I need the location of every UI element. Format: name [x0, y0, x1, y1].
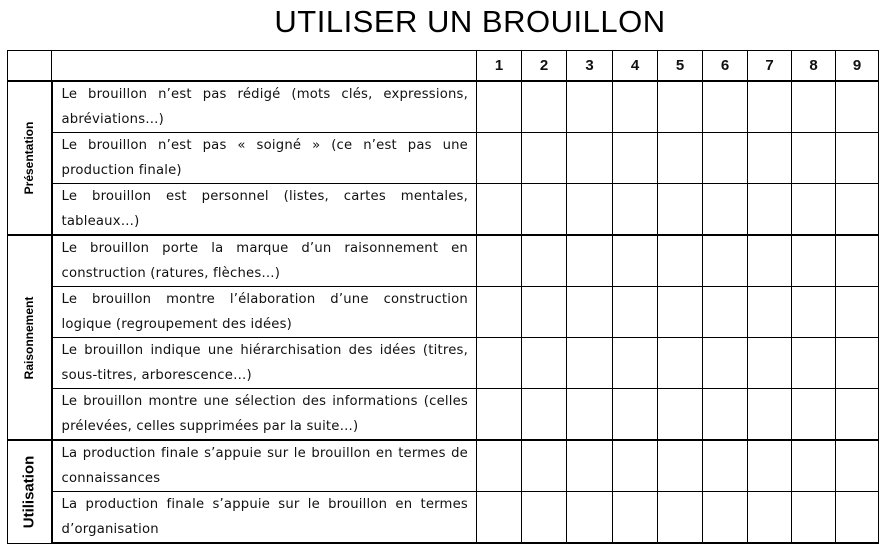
score-cell[interactable]: [792, 492, 836, 544]
score-cell[interactable]: [658, 235, 703, 287]
score-cell[interactable]: [522, 492, 567, 544]
score-cell[interactable]: [703, 133, 748, 184]
score-cell[interactable]: [567, 389, 613, 441]
criterion-text: Le brouillon indique une hiérarchisation des idées (titres, sous-titres, arborescence…): [52, 338, 477, 389]
score-cell[interactable]: [613, 287, 658, 338]
score-cell[interactable]: [658, 389, 703, 441]
score-cell[interactable]: [748, 389, 792, 441]
criterion-row: [8, 389, 879, 441]
score-cell[interactable]: [522, 440, 567, 492]
column-header: 2: [522, 51, 567, 82]
column-header: 4: [613, 51, 658, 82]
page-title: UTILISER UN BROUILLON: [274, 4, 666, 39]
category-cell: [8, 235, 52, 440]
score-cell[interactable]: [703, 184, 748, 236]
score-cell[interactable]: [703, 81, 748, 133]
score-cell[interactable]: [836, 440, 879, 492]
score-cell[interactable]: [792, 184, 836, 236]
score-cell[interactable]: [522, 235, 567, 287]
score-cell[interactable]: [748, 184, 792, 236]
score-cell[interactable]: [477, 492, 522, 544]
score-cell[interactable]: [477, 235, 522, 287]
score-cell[interactable]: [748, 287, 792, 338]
score-cell[interactable]: [477, 133, 522, 184]
score-cell[interactable]: [522, 133, 567, 184]
score-cell[interactable]: [792, 133, 836, 184]
score-cell[interactable]: [748, 440, 792, 492]
criterion-row: [8, 440, 879, 492]
score-cell[interactable]: [703, 492, 748, 544]
score-cell[interactable]: [836, 287, 879, 338]
criterion-text: Le brouillon montre l’élaboration d’une construction logique (regroupement des idées): [52, 287, 477, 338]
column-header: 9: [836, 51, 879, 82]
score-cell[interactable]: [658, 440, 703, 492]
score-cell[interactable]: [748, 235, 792, 287]
column-header: 7: [748, 51, 792, 82]
score-cell[interactable]: [567, 81, 613, 133]
category-label: Utilisation: [20, 455, 38, 529]
score-cell[interactable]: [792, 235, 836, 287]
score-cell[interactable]: [658, 81, 703, 133]
score-cell[interactable]: [658, 492, 703, 544]
evaluation-grid: [7, 50, 879, 544]
score-cell[interactable]: [613, 184, 658, 236]
criterion-text: Le brouillon est personnel (listes, cartes mentales, tableaux…): [52, 184, 477, 236]
score-cell[interactable]: [522, 338, 567, 389]
score-cell[interactable]: [567, 235, 613, 287]
score-cell[interactable]: [658, 133, 703, 184]
criterion-row: [8, 133, 879, 184]
criterion-text: Le brouillon porte la marque d’un raisonnement en construction (ratures, flèches…): [52, 235, 477, 287]
score-cell[interactable]: [703, 440, 748, 492]
grid-body: [8, 51, 879, 544]
score-cell[interactable]: [792, 440, 836, 492]
score-cell[interactable]: [836, 81, 879, 133]
score-cell[interactable]: [522, 81, 567, 133]
score-cell[interactable]: [613, 389, 658, 441]
criterion-row: [8, 492, 879, 544]
header-corner-cell: [8, 51, 52, 82]
category-cell: [8, 440, 52, 543]
score-cell[interactable]: [567, 184, 613, 236]
score-cell[interactable]: [567, 133, 613, 184]
score-cell[interactable]: [613, 492, 658, 544]
score-cell[interactable]: [613, 440, 658, 492]
score-cell[interactable]: [613, 133, 658, 184]
score-cell[interactable]: [658, 184, 703, 236]
category-label: Raisonnement: [22, 296, 37, 379]
column-header: 3: [567, 51, 613, 82]
score-cell[interactable]: [748, 133, 792, 184]
score-cell[interactable]: [836, 338, 879, 389]
score-cell[interactable]: [567, 287, 613, 338]
header-criteria-cell: [52, 51, 477, 82]
criterion-text: Le brouillon n’est pas rédigé (mots clés, expressions, abréviations…): [52, 81, 477, 133]
score-cell[interactable]: [703, 287, 748, 338]
score-cell[interactable]: [658, 338, 703, 389]
score-cell[interactable]: [477, 287, 522, 338]
score-cell[interactable]: [477, 389, 522, 441]
score-cell[interactable]: [522, 287, 567, 338]
criterion-text: La production finale s’appuie sur le brouillon en termes de connaissances: [52, 440, 477, 492]
score-cell[interactable]: [748, 81, 792, 133]
score-cell[interactable]: [703, 338, 748, 389]
column-header: 8: [792, 51, 836, 82]
score-cell[interactable]: [567, 440, 613, 492]
criterion-text: Le brouillon n’est pas « soigné » (ce n’est pas une production finale): [52, 133, 477, 184]
criterion-row: [8, 235, 879, 287]
score-cell[interactable]: [836, 389, 879, 441]
score-cell[interactable]: [748, 492, 792, 544]
score-cell[interactable]: [836, 492, 879, 544]
score-cell[interactable]: [703, 235, 748, 287]
score-cell[interactable]: [477, 81, 522, 133]
criterion-row: [8, 81, 879, 133]
score-cell[interactable]: [703, 389, 748, 441]
criterion-row: [8, 287, 879, 338]
column-header: 5: [658, 51, 703, 82]
score-cell[interactable]: [477, 184, 522, 236]
score-cell[interactable]: [567, 338, 613, 389]
score-cell[interactable]: [792, 389, 836, 441]
score-cell[interactable]: [522, 389, 567, 441]
score-cell[interactable]: [792, 287, 836, 338]
score-cell[interactable]: [522, 184, 567, 236]
score-cell[interactable]: [613, 338, 658, 389]
score-cell[interactable]: [836, 235, 879, 287]
score-cell[interactable]: [567, 492, 613, 544]
score-cell[interactable]: [748, 338, 792, 389]
score-cell[interactable]: [658, 287, 703, 338]
category-label: Présentation: [22, 121, 37, 195]
criterion-text: Le brouillon montre une sélection des informations (celles prélevées, celles supprimées par la suite…): [52, 389, 477, 441]
score-cell[interactable]: [836, 184, 879, 236]
criterion-row: [8, 338, 879, 389]
criterion-row: [8, 184, 879, 236]
criterion-text: La production finale s’appuie sur le brouillon en termes d’organisation: [52, 492, 477, 544]
score-cell[interactable]: [477, 440, 522, 492]
column-header: 6: [703, 51, 748, 82]
category-cell: [8, 81, 52, 235]
score-cell[interactable]: [792, 81, 836, 133]
score-cell[interactable]: [613, 235, 658, 287]
column-header: 1: [477, 51, 522, 82]
score-cell[interactable]: [477, 338, 522, 389]
score-cell[interactable]: [613, 81, 658, 133]
score-cell[interactable]: [792, 338, 836, 389]
header-row: [8, 51, 879, 82]
score-cell[interactable]: [836, 133, 879, 184]
